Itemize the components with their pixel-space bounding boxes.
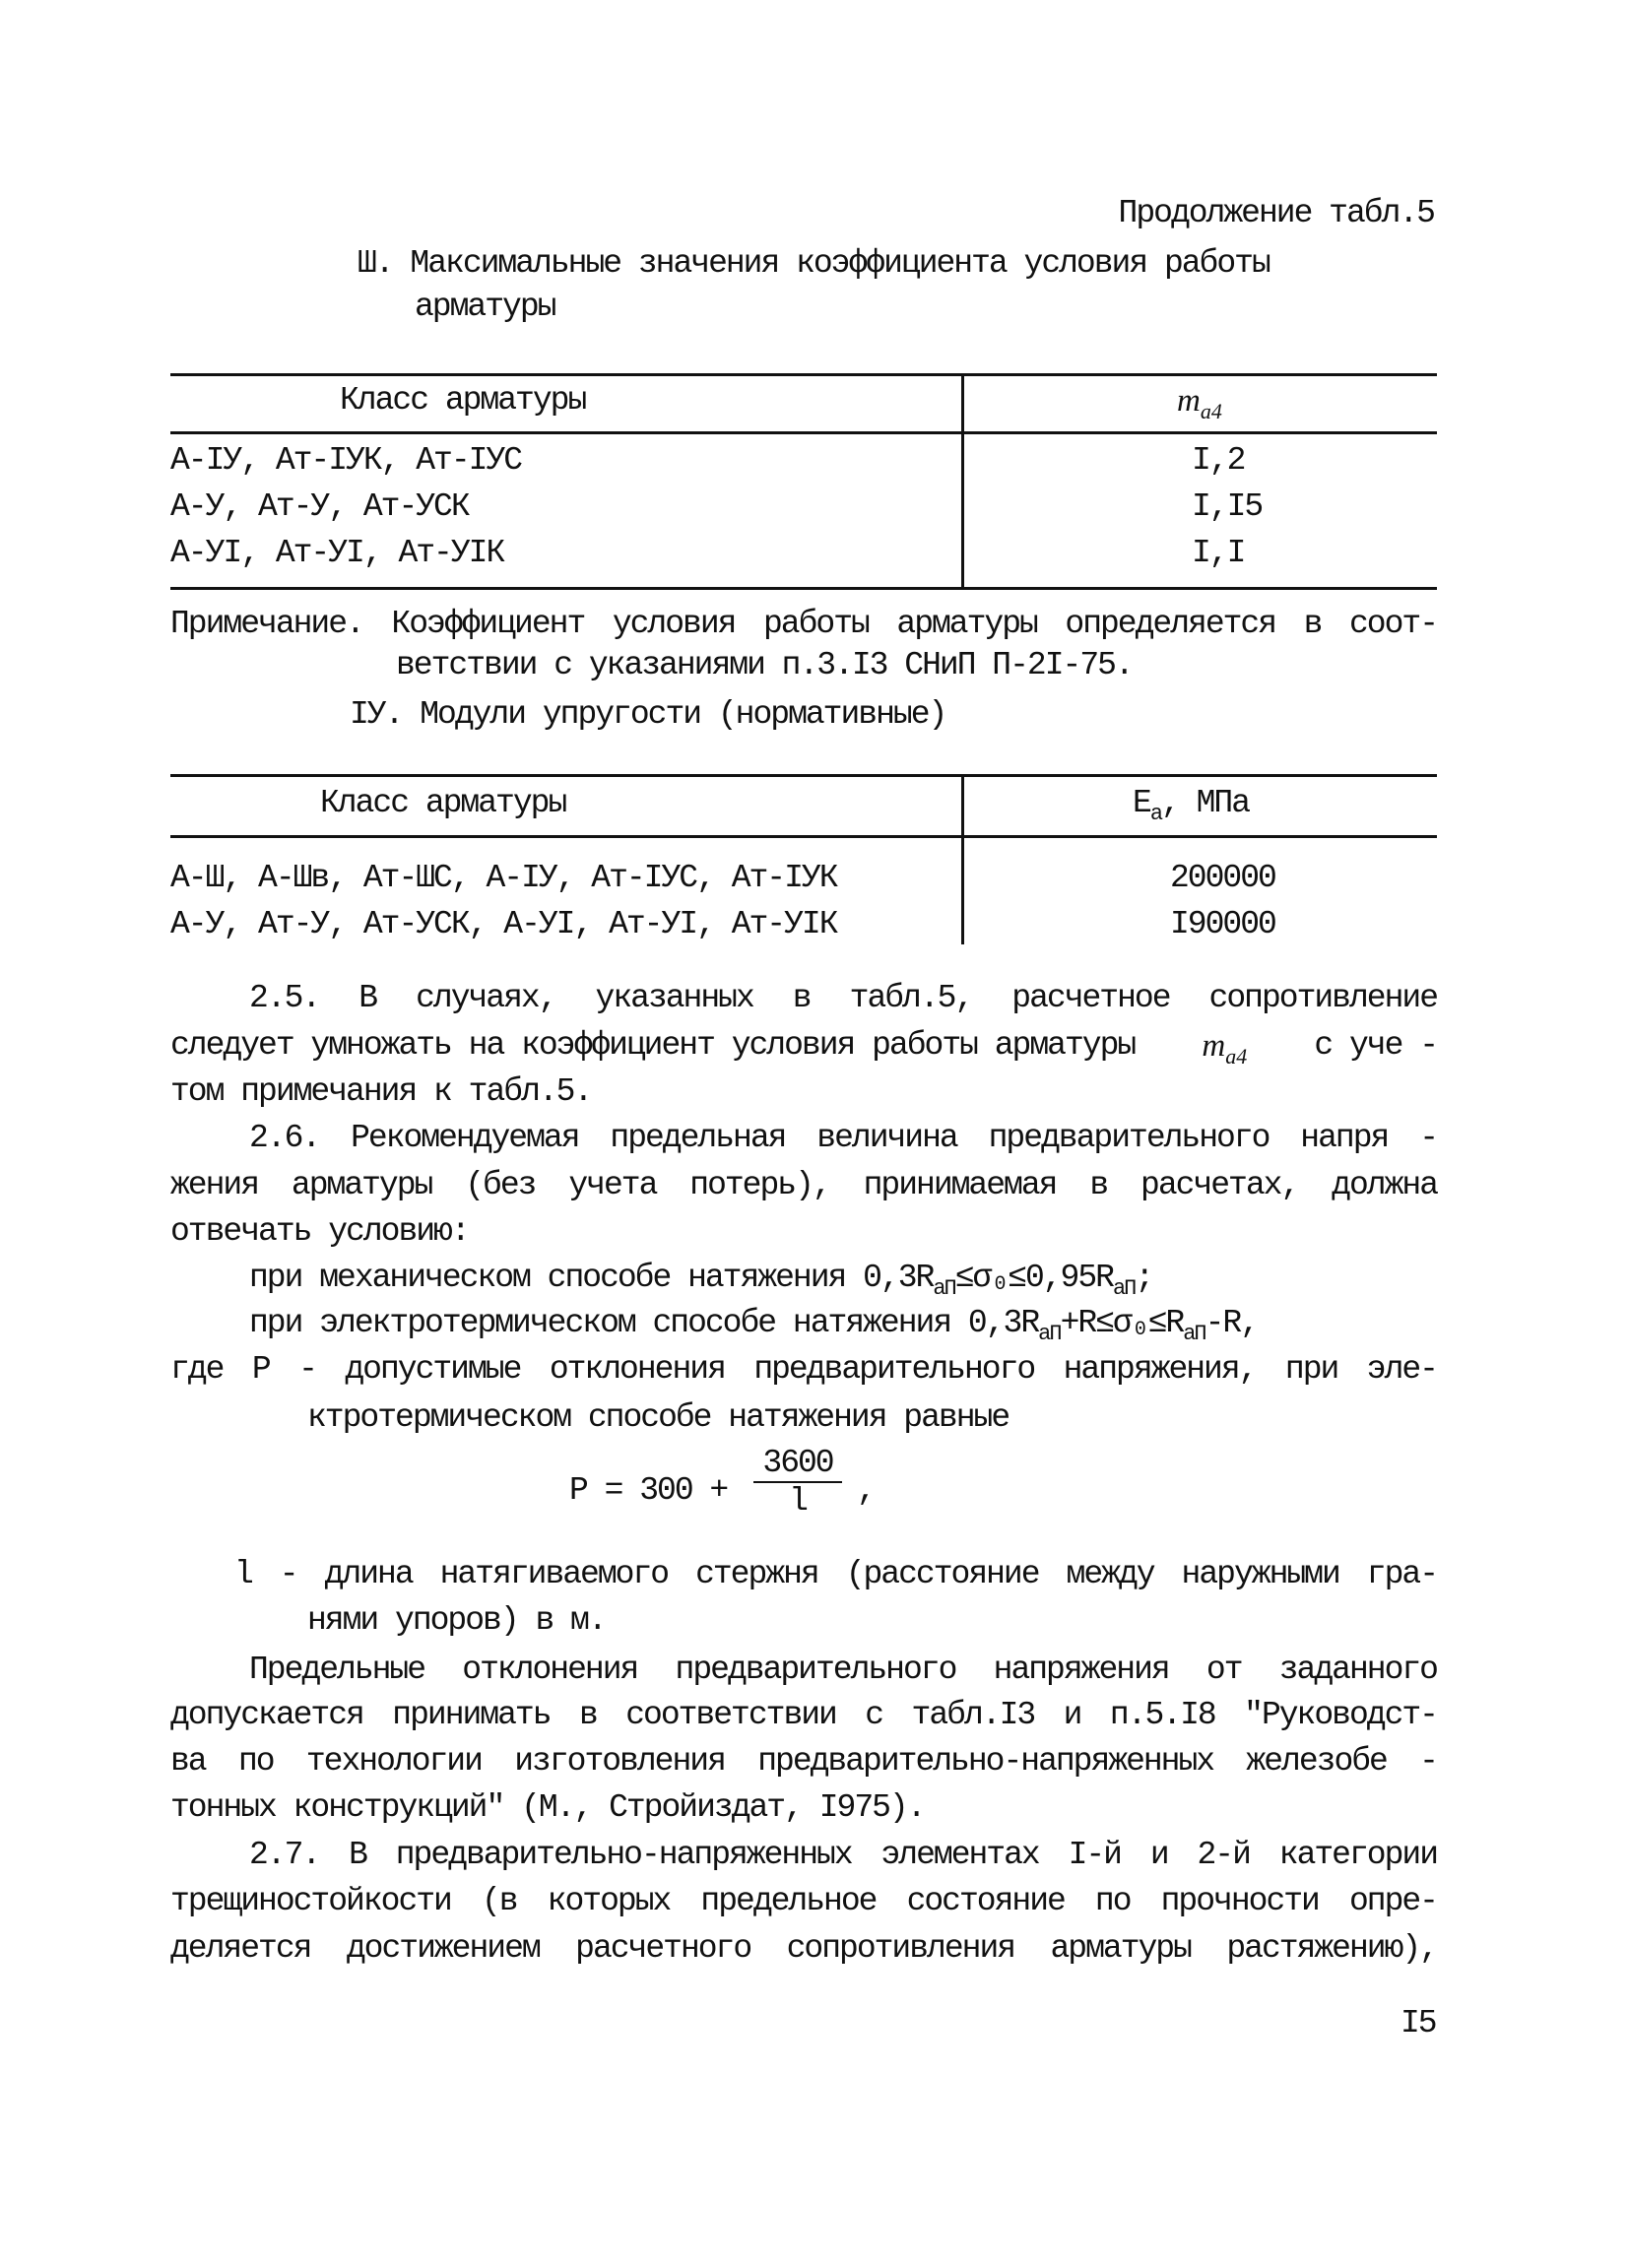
header-e: E (1133, 785, 1150, 821)
table-row-value: I,2 (1192, 442, 1245, 479)
table-note-cont: ветствии с указаниями п.3.I3 СНиП П-2I-75. (396, 647, 1133, 683)
para-2-7-line1: 2.7. В предварительно-напряженных элементах I-й и 2-й категории (249, 1837, 1437, 1873)
para-2-5-line1: 2.5. В случаях, указанных в табл.5, расчетное сопротивление (249, 980, 1437, 1016)
text: ≤σ₀≤0,95R (954, 1260, 1113, 1296)
para-limits-line3: ва по технологии изготовления предварительно-напряженных железобе - (170, 1743, 1437, 1780)
para-2-5-line3: том примечания к табл.5. (170, 1073, 592, 1110)
table-row-class: А-Ш, А-Шв, Ат-ШС, А-IУ, Ат-IУС, Ат-IУК (170, 860, 837, 896)
formula-end: , (857, 1472, 875, 1509)
para-limits-line2: допускается принимать в соответствии с табл.I3 и п.5.I8 "Руководст- (170, 1697, 1437, 1733)
text: +R≤σ₀≤R (1060, 1305, 1184, 1341)
page-number: I5 (1400, 2005, 1436, 2041)
symbol-m-a4 (1202, 1026, 1248, 1069)
header-class: Класс арматуры (320, 785, 566, 821)
section3-title: Ш. Максимальные значения коэффициента условия работы (358, 245, 1270, 282)
para-2-7-line3: деляется достижением расчетного сопротивления арматуры растяжению), (170, 1930, 1437, 1967)
para-2-6-line7: ктротермическом способе натяжения равные (307, 1399, 1009, 1436)
para-2-6-line9: нями упоров) в м. (307, 1602, 606, 1639)
table-row-class: А-УI, Ат-УI, Ат-УIК (170, 535, 504, 571)
subscript: аП (933, 1276, 955, 1301)
para-2-6-line8: l - длина натягиваемого стержня (расстояние между наружными гра- (234, 1556, 1437, 1592)
table-row-value: I90000 (1170, 906, 1275, 942)
header-class: Класс арматуры (340, 382, 586, 419)
subscript: аП (1112, 1276, 1136, 1301)
para-2-7-line2: трещиностойкости (в которых предельное состояние по прочности опре- (170, 1883, 1437, 1919)
header-ea (1133, 784, 1250, 826)
table-row-value: I,I (1192, 535, 1245, 571)
table-bottom-rule (170, 587, 1437, 590)
text: при электротермическом способе натяжения 0,3R (249, 1305, 1039, 1341)
para-2-6-line6: где Р - допустимые отклонения предварительного напряжения, при эле- (170, 1351, 1437, 1388)
formula-fraction (753, 1446, 842, 1521)
formula-numerator: 3600 (762, 1445, 833, 1481)
table-row-value: 200000 (1170, 860, 1275, 896)
continuation-label: Продолжение табл.5 (1118, 195, 1434, 231)
header-rule (170, 431, 1437, 434)
table-note: Примечание. Коэффициент условия работы арматуры определяется в соот- (170, 606, 1437, 642)
column-divider (961, 374, 964, 588)
table-row-class: А-У, Ат-У, Ат-УСК, А-УI, Ат-УI, Ат-УIК (170, 906, 837, 942)
section3-title-cont: арматуры (415, 289, 555, 325)
formula-lhs: Р = 300 + (569, 1472, 728, 1509)
table-row-class: А-IУ, Ат-IУК, Ат-IУС (170, 442, 522, 479)
para-limits-line4: тонных конструкций" (М., Стройиздат, I975). (170, 1789, 925, 1826)
header-sub: a (1149, 802, 1162, 826)
table-top-rule (170, 373, 1437, 376)
section4-title: IУ. Модули упругости (нормативные) (350, 696, 946, 733)
column-divider (961, 775, 964, 944)
text: при механическом способе натяжения 0,3R (249, 1260, 934, 1296)
text: следует умножать на коэффициент условия работы арматуры (170, 1027, 1136, 1064)
header-unit: , МПа (1161, 785, 1250, 821)
symbol-m: m (1202, 1028, 1226, 1064)
condition-mechanical (249, 1259, 1153, 1301)
text: ; (1135, 1260, 1153, 1296)
para-2-5-line2 (170, 1026, 1437, 1069)
subscript: аП (1183, 1322, 1205, 1346)
condition-electrothermal (249, 1304, 1259, 1346)
subscript: аП (1038, 1322, 1061, 1346)
text: -R, (1205, 1305, 1259, 1341)
formula-denominator: l (789, 1483, 807, 1520)
para-2-6-line2: жения арматуры (без учета потерь), принимаемая в расчетах, должна (170, 1167, 1437, 1203)
header-m-a4 (1177, 381, 1222, 421)
table-top-rule (170, 774, 1437, 777)
para-2-6-line1: 2.6. Рекомендуемая предельная величина предварительного напря - (249, 1120, 1437, 1156)
header-sub: a4 (1200, 399, 1222, 423)
header-rule (170, 835, 1437, 838)
symbol-sub: a4 (1225, 1044, 1248, 1069)
header-m: m (1177, 383, 1201, 419)
para-2-6-line3: отвечать условию: (170, 1213, 469, 1250)
table-row-class: А-У, Ат-У, Ат-УСК (170, 488, 469, 525)
table-row-value: I,I5 (1192, 488, 1263, 525)
para-limits-line1: Предельные отклонения предварительного напряжения от заданного (249, 1652, 1437, 1688)
text: с уче - (1314, 1027, 1437, 1064)
